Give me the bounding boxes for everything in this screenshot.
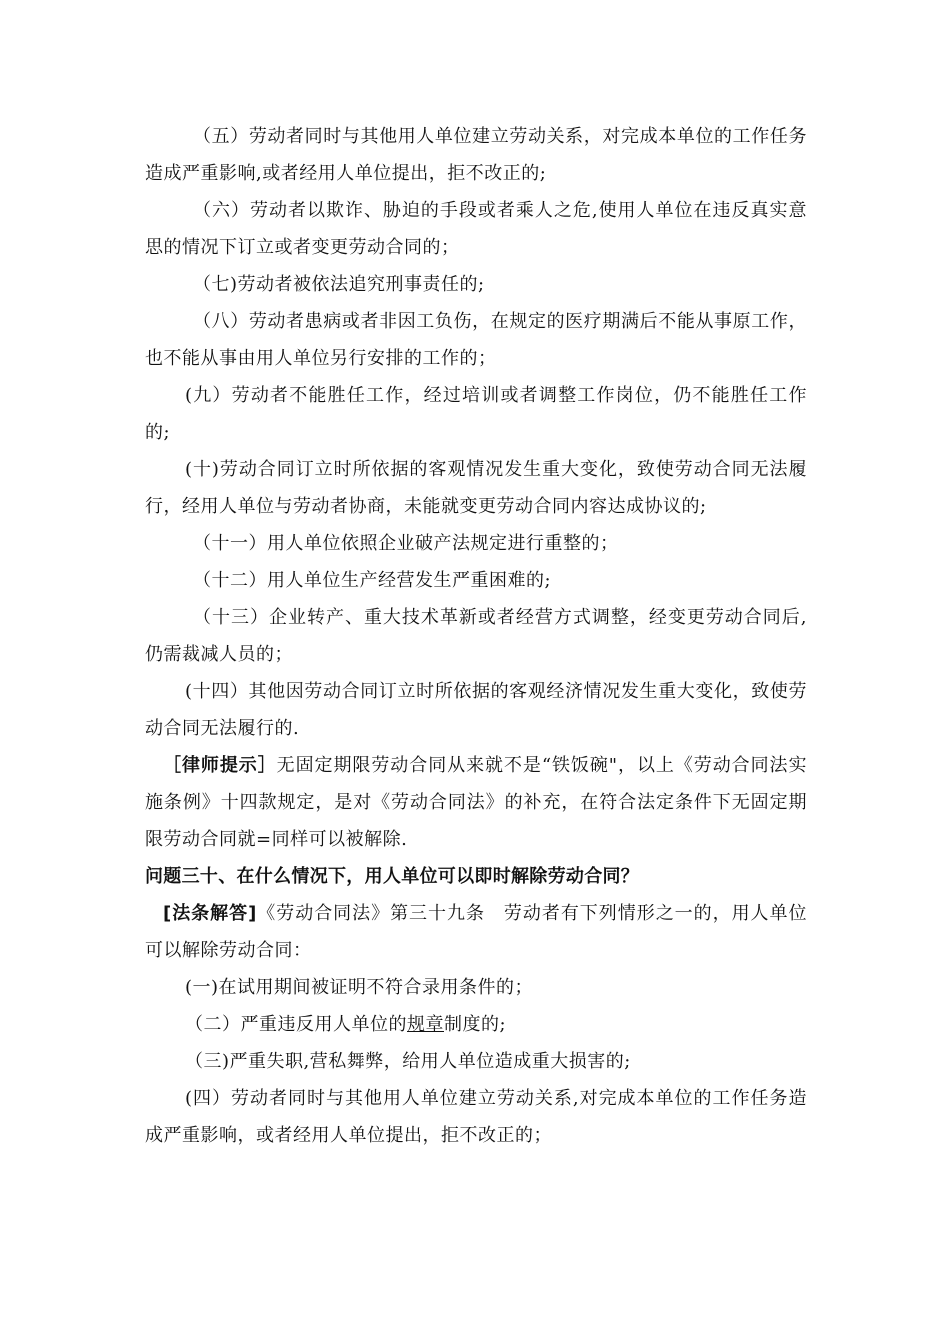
paragraph-item-5: （五）劳动者同时与其他用人单位建立劳动关系，对完成本单位的工作任务造成严重影响,或者经用人单位提出，拒不改正的; xyxy=(145,126,807,184)
paragraph-item-14: (十四）其他因劳动合同订立时所依据的客观经济情况发生重大变化，致使劳动合同无法履行的. xyxy=(145,681,807,739)
list-item-1: (一)在试用期间被证明不符合录用条件的； xyxy=(185,977,534,998)
paragraph-item-13: （十三）企业转产、重大技术革新或者经营方式调整，经变更劳动合同后,仍需裁减人员的； xyxy=(145,607,807,665)
lawyer-tip-text: 无固定期限劳动合同从来就不是“铁饭碗"，以上《劳动合同法实施条例》十四款规定，是对《劳动合同法》的补充，在符合法定条件下无固定期限劳动合同就=同样可以被解除. xyxy=(145,755,808,850)
list-item-2 xyxy=(145,1006,807,1043)
question-heading: 问题三十、在什么情况下，用人单位可以即时解除劳动合同？ xyxy=(145,866,640,887)
paragraph-item-10: (十)劳动合同订立时所依据的客观情况发生重大变化，致使劳动合同无法履行，经用人单位与劳动者协商，未能就变更劳动合同内容达成协议的; xyxy=(145,459,807,517)
list-item-4: (四）劳动者同时与其他用人单位建立劳动关系,对完成本单位的工作任务造成严重影响，或者经用人单位提出，拒不改正的； xyxy=(145,1088,807,1146)
paragraph-item-12: （十二）用人单位生产经营发生严重困难的; xyxy=(193,570,552,591)
paragraph-item-9: (九）劳动者不能胜任工作，经过培训或者调整工作岗位，仍不能胜任工作的; xyxy=(145,385,807,443)
paragraph-item-6: （六）劳动者以欺诈、胁迫的手段或者乘人之危,使用人单位在违反真实意思的情况下订立或者变更劳动合同的； xyxy=(145,200,807,258)
lawyer-tip-label: ［律师提示］ xyxy=(163,755,277,776)
paragraph-item-7: （七)劳动者被依法追究刑事责任的; xyxy=(193,274,485,295)
list-item-3: （三)严重失职,营私舞弊，给用人单位造成重大损害的; xyxy=(185,1051,631,1072)
lawyer-tip-paragraph xyxy=(145,747,807,858)
answer-text: 《劳动合同法》第三十九条 劳动者有下列情形之一的，用人单位可以解除劳动合同： xyxy=(145,903,807,961)
answer-label: [法条解答] xyxy=(163,903,257,924)
list-item-2-underlined: 规章 xyxy=(407,1014,444,1035)
answer-paragraph xyxy=(145,895,807,969)
document-body xyxy=(145,118,807,1154)
paragraph-item-11: （十一）用人单位依照企业破产法规定进行重整的； xyxy=(193,533,619,554)
paragraph-item-8: （八）劳动者患病或者非因工负伤，在规定的医疗期满后不能从事原工作，也不能从事由用人单位另行安排的工作的； xyxy=(145,311,807,369)
list-item-2-pre: （二）严重违反用人单位的 xyxy=(185,1014,407,1035)
list-item-2-post: 制度的; xyxy=(444,1014,507,1035)
